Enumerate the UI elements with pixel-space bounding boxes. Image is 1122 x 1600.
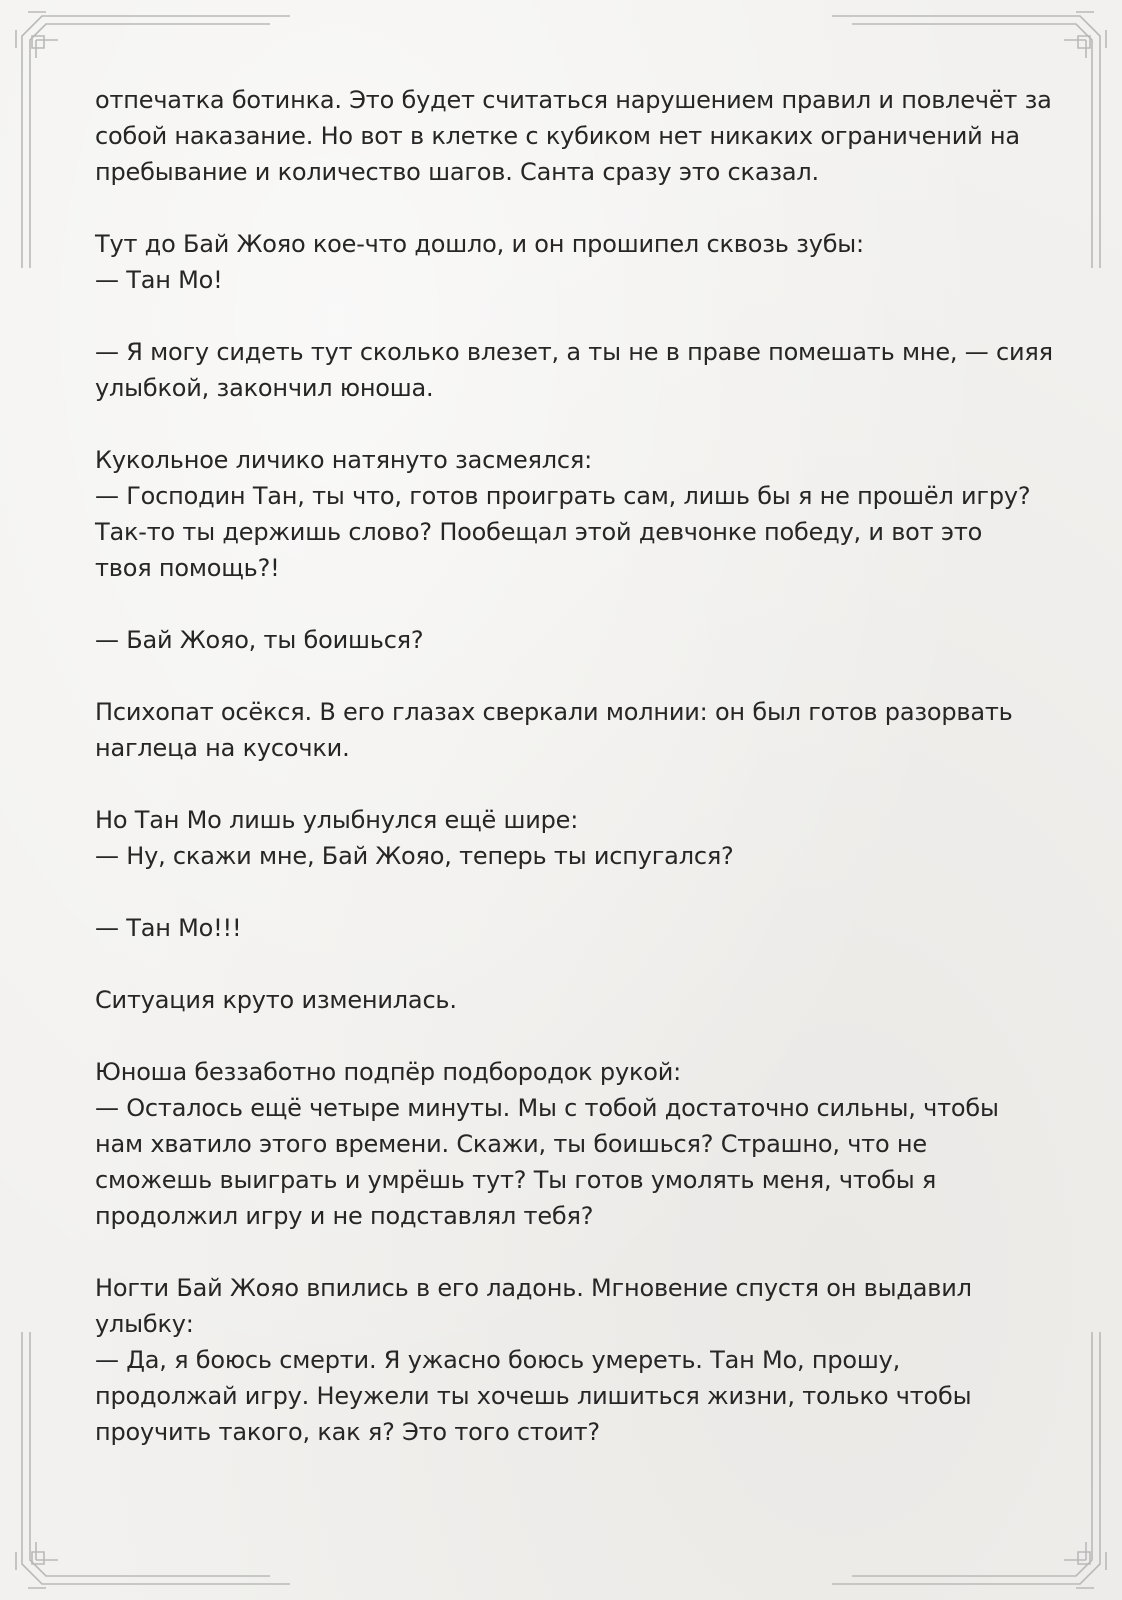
text-line: Но Тан Мо лишь улыбнулся ещё шире: (95, 806, 579, 834)
paragraph (95, 1270, 1035, 1450)
text-line: проучить такого, как я? Это того стоит? (95, 1418, 600, 1446)
text-line: Так-то ты держишь слово? Пообещал этой девчонке победу, и вот это (95, 518, 983, 546)
text-line: нам хватило этого времени. Скажи, ты боишься? Страшно, что не (95, 1130, 927, 1158)
text-line: Тут до Бай Жояо кое-что дошло, и он прошипел сквозь зубы: (95, 230, 864, 258)
paragraph (95, 334, 1053, 406)
paragraph (95, 1054, 1035, 1234)
dialogue-line: — Господин Тан, ты что, готов проиграть сам, лишь бы я не прошёл игру? (95, 482, 1031, 510)
text-line: Ногти Бай Жояо впились в его ладонь. Мгновение спустя он выдавил (95, 1274, 972, 1302)
text-line: твоя помощь?! (95, 554, 280, 582)
dialogue-line: — Бай Жояо, ты боишься? (95, 626, 424, 654)
text-line: пребывание и количество шагов. Санта сразу это сказал. (95, 158, 819, 186)
dialogue-line: — Я могу сидеть тут сколько влезет, а ты не в праве помешать мне, — сияя (95, 338, 1053, 366)
text-line: продолжай игру. Неужели ты хочешь лишиться жизни, только чтобы (95, 1382, 972, 1410)
text-line: Психопат осёкся. В его глазах сверкали молнии: он был готов разорвать (95, 698, 1013, 726)
text-line: собой наказание. Но вот в клетке с кубиком нет никаких ограничений на (95, 122, 1020, 150)
text-line: наглеца на кусочки. (95, 734, 350, 762)
dialogue-line: — Осталось ещё четыре минуты. Мы с тобой достаточно сильны, чтобы (95, 1094, 999, 1122)
dialogue-line: — Ну, скажи мне, Бай Жояо, теперь ты испугался? (95, 842, 734, 870)
paragraph (95, 982, 1035, 1018)
dialogue-line: — Да, я боюсь смерти. Я ужасно боюсь умереть. Тан Мо, прошу, (95, 1346, 901, 1374)
paragraph (95, 622, 1035, 658)
text-line: сможешь выиграть и умрёшь тут? Ты готов умолять меня, чтобы я (95, 1166, 937, 1194)
text-line: Ситуация круто изменилась. (95, 986, 457, 1014)
dialogue-line: — Тан Мо! (95, 266, 223, 294)
paragraph (95, 802, 1035, 874)
paragraph (95, 442, 1035, 586)
paragraph (95, 82, 1052, 190)
text-line: улыбку: (95, 1310, 194, 1338)
text-line: Юноша беззаботно подпёр подбородок рукой: (95, 1058, 682, 1086)
story-text-body (95, 82, 1053, 1486)
paragraph (95, 226, 1035, 298)
text-line: улыбкой, закончил юноша. (95, 374, 434, 402)
text-line: продолжил игру и не подставлял тебя? (95, 1202, 594, 1230)
text-line: отпечатка ботинка. Это будет считаться нарушением правил и повлечёт за (95, 86, 1052, 114)
text-line: Кукольное личико натянуто засмеялся: (95, 446, 593, 474)
paragraph (95, 910, 1035, 946)
dialogue-line: — Тан Мо!!! (95, 914, 242, 942)
paragraph (95, 694, 1035, 766)
